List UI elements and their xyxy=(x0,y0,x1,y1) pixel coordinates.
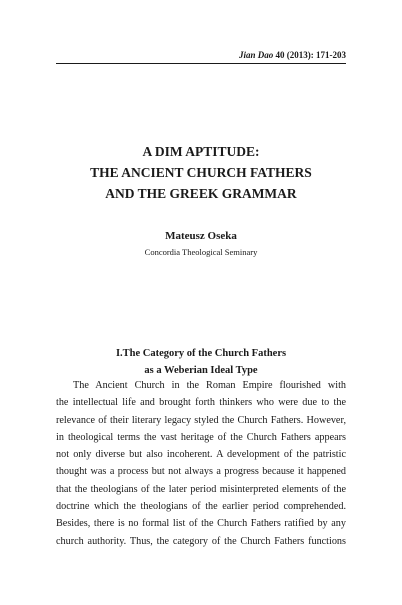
paragraph-line: thought was a process but not always a progress because it happened xyxy=(56,466,346,478)
journal-name: Jian Dao xyxy=(238,50,274,60)
title-line: AND THE GREEK GRAMMAR xyxy=(105,186,297,201)
paragraph-line: that the theologians of the later period misinterpreted elements of the xyxy=(56,483,346,495)
body-paragraph xyxy=(56,377,346,550)
paragraph-line: not only diverse but also incoherent. A development of the patristic xyxy=(56,449,346,461)
paragraph-line: in theological terms the vast heritage of the Church Fathers appears xyxy=(56,431,346,443)
section-heading xyxy=(0,345,402,379)
header-rule xyxy=(56,63,346,64)
author-affiliation: Concordia Theological Seminary xyxy=(144,247,258,257)
paragraph-line: the intellectual life and brought forth thinkers who were due to the xyxy=(56,397,346,409)
title-line: THE ANCIENT CHURCH FATHERS xyxy=(90,165,312,180)
section-heading-line: I.The Category of the Church Fathers xyxy=(115,348,287,359)
title-line: A DIM APTITUDE: xyxy=(142,144,260,159)
paragraph-line: The Ancient Church in the Roman Empire flourished with xyxy=(73,380,346,391)
paragraph-line: Besides, there is no formal list of the Church Fathers ratified by any xyxy=(56,518,346,530)
paragraph-line: relevance of their literary legacy styled the Church Fathers. However, xyxy=(56,414,346,426)
running-head xyxy=(239,50,346,60)
paragraph-line: doctrine which the theologians of the earlier period comprehended. xyxy=(56,501,346,513)
author-name: Mateusz Oseka xyxy=(165,230,237,242)
paper-title xyxy=(0,141,402,204)
journal-citation: 40 (2013): 171-203 xyxy=(275,50,346,60)
paragraph-line: church authority. Thus, the category of the Church Fathers functions xyxy=(56,535,346,547)
section-heading-line: as a Weberian Ideal Type xyxy=(144,365,258,376)
